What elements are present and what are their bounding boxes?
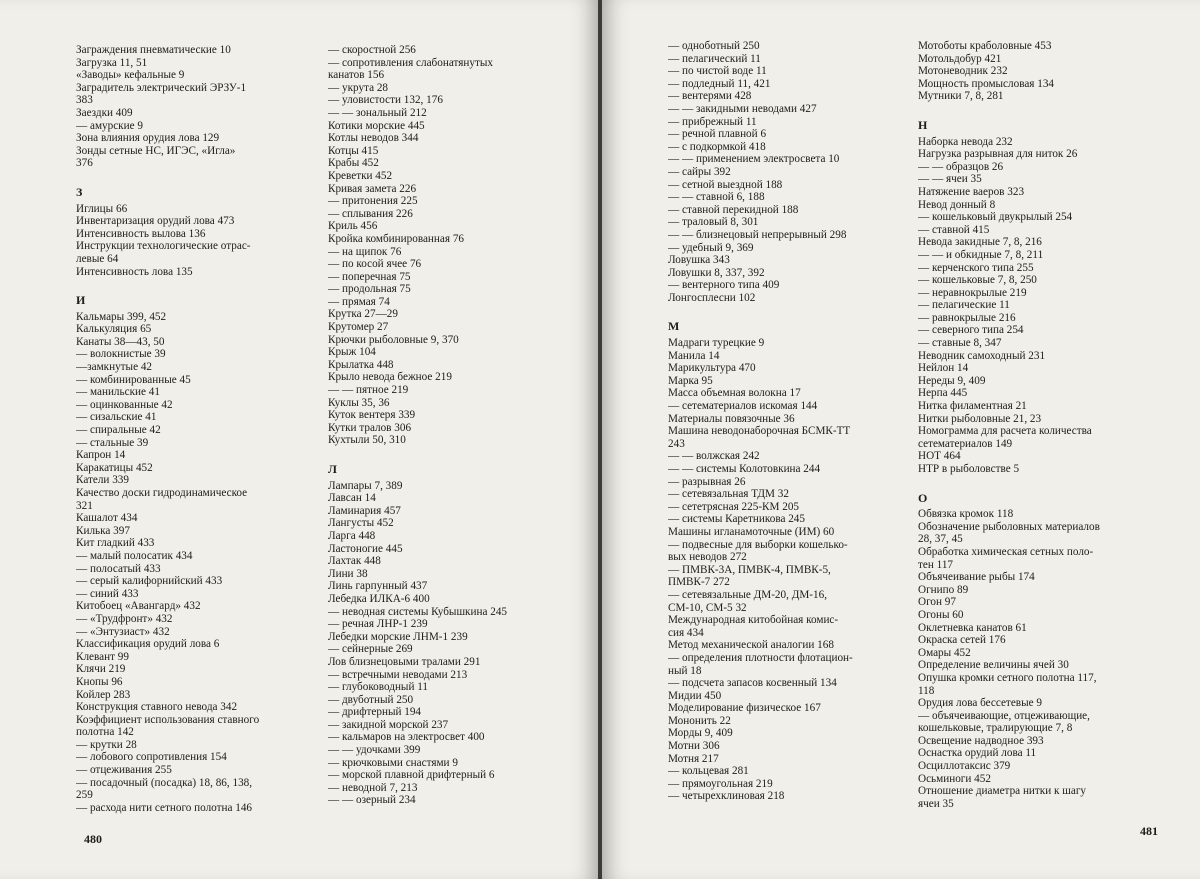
index-entry: — поперечная 75 — [328, 270, 411, 283]
index-entry: — посадочный (посадка) 18, 86, 138, — [76, 776, 253, 789]
index-entry: Мадраги турецкие 9 — [668, 337, 765, 350]
index-entry: Ластоногие 445 — [328, 542, 403, 555]
index-entry: — — озерный 234 — [328, 794, 416, 807]
index-entry: Мидии 450 — [668, 689, 722, 702]
index-entry: — сетевязальные ДМ-20, ДМ-16, — [668, 588, 827, 601]
index-entry: Зона влияния орудия лова 129 — [76, 132, 220, 145]
index-entry: Крутка 27—29 — [328, 308, 398, 321]
index-entry: — отцеживания 255 — [76, 764, 172, 777]
index-entry: 383 — [76, 94, 93, 107]
index-entry: Инструкции технологические отрас- — [76, 240, 251, 253]
index-entry: — подледный 11, 421 — [668, 77, 771, 90]
index-entry: 321 — [76, 499, 93, 512]
index-entry: Ловушки 8, 337, 392 — [668, 266, 765, 279]
index-entry: Кутки тралов 306 — [328, 421, 412, 434]
index-entry: СМ-10, СМ-5 32 — [668, 601, 747, 614]
index-entry: Машина неводонаборочная БСМК-ТТ — [668, 425, 851, 438]
index-entry: Нейлон 14 — [918, 362, 969, 375]
index-entry: Омары 452 — [918, 646, 971, 659]
index-entry: — кошельковые 7, 8, 250 — [918, 274, 1037, 287]
index-entry: Метод механической аналогии 168 — [668, 639, 834, 652]
index-section-letter: М — [668, 319, 680, 334]
index-entry: — равнокрылые 216 — [918, 311, 1016, 324]
index-entry: Кривая замета 226 — [328, 182, 417, 195]
index-entry: — кошельковый двукрылый 254 — [918, 211, 1073, 224]
index-entry: — — ставной 6, 188 — [668, 191, 765, 204]
index-entry: Ларга 448 — [328, 529, 376, 542]
index-entry: — амурские 9 — [76, 119, 143, 132]
index-entry: Мотни 306 — [668, 740, 720, 753]
index-entry: Осьминоги 452 — [918, 772, 991, 785]
index-entry: 118 — [918, 684, 935, 697]
index-entry: ПМВК-7 272 — [668, 576, 730, 589]
index-section-letter: И — [76, 293, 86, 308]
index-entry: Лебедки морские ЛНМ-1 239 — [328, 630, 468, 643]
index-entry: — — зональный 212 — [328, 106, 427, 119]
index-entry: Классификация орудий лова 6 — [76, 638, 220, 651]
index-entry: — морской плавной дрифтерный 6 — [328, 769, 495, 782]
index-entry: Кит гладкий 433 — [76, 537, 155, 550]
index-entry: — встречными неводами 213 — [328, 668, 468, 681]
index-entry: Международная китобойная комис- — [668, 614, 839, 627]
left-page-column-2 — [328, 44, 568, 807]
index-entry: —замкнутые 42 — [76, 361, 153, 374]
index-entry: Котцы 415 — [328, 144, 379, 157]
index-entry: Криль 456 — [328, 220, 378, 233]
index-entry: — стальные 39 — [76, 436, 149, 449]
index-entry: сетематериалов 149 — [918, 437, 1013, 450]
index-entry: Морды 9, 409 — [668, 727, 733, 740]
index-entry: Конструкция ставного невода 342 — [76, 701, 238, 714]
index-entry: — удебный 9, 369 — [668, 241, 754, 254]
index-entry: Качество доски гидродинамическое — [76, 487, 248, 499]
index-entry: — речной плавной 6 — [668, 128, 767, 141]
right-page-column-2 — [918, 40, 1158, 810]
index-entry: — сейнерные 269 — [328, 643, 413, 656]
index-entry: — речная ЛНР-1 239 — [328, 618, 428, 631]
index-entry: — закидной морской 237 — [328, 718, 449, 731]
index-entry: Котлы неводов 344 — [328, 132, 419, 145]
index-entry: — скоростной 256 — [328, 44, 416, 56]
left-page-column-1 — [76, 44, 316, 814]
index-entry: Ловушка 343 — [668, 254, 730, 267]
index-entry: Заградитель электрический ЭРЗУ-1 — [76, 81, 247, 94]
index-entry: — по косой ячее 76 — [328, 258, 422, 271]
index-entry: 376 — [76, 157, 93, 170]
index-entry: Манила 14 — [668, 349, 720, 362]
index-entry: кошельковые, тралирующие 7, 8 — [918, 722, 1073, 735]
index-entry: Лини 38 — [328, 567, 368, 580]
index-entry: — — близнецовый непрерывный 298 — [668, 228, 847, 241]
index-entry: Объячеивание рыбы 174 — [918, 571, 1035, 584]
index-section-letter: Л — [328, 462, 337, 476]
index-entry: — пелагические 11 — [918, 299, 1010, 312]
index-entry: канатов 156 — [328, 69, 385, 82]
index-entry: Крючки рыболовные 9, 370 — [328, 333, 459, 346]
index-entry: — неводная системы Кубышкина 245 — [328, 605, 508, 618]
section-spacer — [328, 447, 568, 457]
index-entry: — малый полосатик 434 — [76, 549, 193, 562]
index-entry: Каракатицы 452 — [76, 461, 153, 474]
index-entry: — объячеивающие, отцеживающие, — [918, 709, 1090, 722]
index-entry: Кухтыли 50, 310 — [328, 434, 406, 447]
index-entry: — с подкормкой 418 — [668, 140, 766, 153]
index-entry: — четырехклиновая 218 — [668, 790, 785, 803]
index-entry: — подсчета запасов косвенный 134 — [668, 677, 837, 690]
index-entry: — сопротивления слабонатянутых — [328, 56, 493, 69]
index-entry: — глубоководный 11 — [328, 681, 429, 694]
index-entry: Окраска сетей 176 — [918, 634, 1006, 647]
index-entry: Нереды 9, 409 — [918, 374, 986, 387]
index-entry: Заграждения пневматические 10 — [76, 44, 231, 56]
index-entry: — сетной выездной 188 — [668, 178, 783, 191]
index-entry: — лобового сопротивления 154 — [76, 751, 227, 764]
index-entry: полотна 142 — [76, 726, 134, 739]
index-entry: Обвязка кромок 118 — [918, 508, 1014, 521]
index-entry: — ставной перекидной 188 — [668, 203, 799, 216]
index-entry: — прибрежный 11 — [668, 115, 757, 128]
index-entry: Номограмма для расчета количества — [918, 425, 1092, 438]
index-entry: Койлер 283 — [76, 688, 131, 701]
index-section-letter: З — [76, 184, 83, 199]
index-entry: Инвентаризация орудий лова 473 — [76, 215, 235, 228]
index-entry: — оцинкованные 42 — [76, 398, 173, 411]
index-entry: — системы Каретникова 245 — [668, 513, 805, 526]
index-entry: Материалы повязочные 36 — [668, 412, 795, 425]
index-entry: Освещение надводное 393 — [918, 734, 1044, 747]
index-entry: Коэффициент использования ставного — [76, 713, 260, 726]
index-entry: — «Трудфронт» 432 — [76, 612, 173, 625]
index-entry: Лампары 7, 389 — [328, 479, 403, 492]
index-entry: Нерпа 445 — [918, 387, 968, 400]
index-entry: ный 18 — [668, 664, 702, 677]
index-entry: — — и обкидные 7, 8, 211 — [918, 248, 1044, 261]
index-entry: левые 64 — [76, 252, 119, 265]
index-entry: — вентерями 428 — [668, 90, 752, 103]
section-spacer — [76, 278, 316, 288]
index-entry: — спиральные 42 — [76, 424, 161, 437]
index-entry: Зонды сетные НС, ИГЭС, «Игла» — [76, 144, 236, 157]
index-entry: — северного типа 254 — [918, 324, 1024, 337]
index-entry: Мотоботы краболовные 453 — [918, 40, 1052, 52]
index-entry: — сететрясная 225-КМ 205 — [668, 500, 800, 513]
section-spacer — [918, 103, 1158, 113]
index-entry: — — системы Колотовкина 244 — [668, 463, 821, 475]
index-entry: Ламинария 457 — [328, 504, 401, 517]
index-entry: — серый калифорнийский 433 — [76, 575, 223, 588]
index-entry: — сайры 392 — [668, 165, 731, 178]
index-entry: сия 434 — [668, 626, 704, 639]
index-entry: Обработка химическая сетных поло- — [918, 545, 1094, 558]
index-entry: — крючковыми снастями 9 — [328, 756, 458, 769]
index-entry: — сетевязальная ТДМ 32 — [668, 488, 789, 501]
index-entry: — сплывания 226 — [328, 207, 413, 220]
index-entry: НТР в рыболовстве 5 — [918, 463, 1020, 475]
index-entry: Килька 397 — [76, 524, 130, 537]
index-entry: Крыж 104 — [328, 346, 376, 359]
index-entry: — — удочками 399 — [328, 744, 421, 757]
section-spacer — [668, 304, 908, 314]
page-number-left: 480 — [84, 832, 102, 846]
index-entry: — по чистой воде 11 — [668, 65, 767, 78]
index-entry: — манильские 41 — [76, 386, 160, 399]
index-entry: Заездки 409 — [76, 106, 133, 119]
index-entry: — — волжская 242 — [668, 450, 760, 463]
index-entry: Невод донный 8 — [918, 198, 996, 211]
index-entry: Линь гарпунный 437 — [328, 580, 428, 593]
index-entry: Отношение диаметра нитки к шагу — [918, 785, 1087, 798]
index-entry: Кальмары 399, 452 — [76, 310, 167, 323]
index-entry: Масса объемная волокна 17 — [668, 387, 801, 400]
index-entry: Мощность промысловая 134 — [918, 77, 1055, 90]
index-entry: Нитки рыболовные 21, 23 — [918, 412, 1042, 425]
index-entry: — на щипок 76 — [328, 245, 402, 258]
index-entry: — — ячеи 35 — [918, 173, 982, 186]
index-entry: Лавсан 14 — [328, 492, 376, 505]
index-entry: 28, 37, 45 — [918, 533, 963, 546]
index-entry: — комбинированные 45 — [76, 373, 191, 386]
index-entry: — — пятное 219 — [328, 384, 409, 397]
index-entry: — дрифтерный 194 — [328, 706, 422, 719]
index-entry: — ставные 8, 347 — [918, 337, 1002, 350]
index-entry: — расхода нити сетного полотна 146 — [76, 801, 253, 814]
index-entry: Огоны 60 — [918, 608, 964, 621]
index-entry: Канаты 38—43, 50 — [76, 335, 165, 348]
section-spacer — [918, 476, 1158, 486]
index-entry: — крутки 28 — [76, 738, 137, 751]
index-entry: — полосатый 433 — [76, 562, 161, 575]
index-entry: Загрузка 11, 51 — [76, 56, 148, 69]
index-entry: Марка 95 — [668, 374, 713, 387]
index-entry: Интенсивность вылова 136 — [76, 227, 206, 240]
index-entry: Натяжение ваеров 323 — [918, 185, 1025, 198]
index-entry: — кольцевая 281 — [668, 765, 749, 778]
page-number-right: 481 — [1140, 824, 1158, 838]
index-entry: Клячи 219 — [76, 663, 126, 676]
index-section-letter: О — [918, 490, 928, 505]
index-entry: Кройка комбинированная 76 — [328, 232, 465, 245]
index-entry: Мотоневодник 232 — [918, 65, 1008, 78]
index-entry: Котики морские 445 — [328, 119, 425, 132]
index-entry: ячеи 35 — [918, 797, 954, 810]
index-entry: — — применением электросвета 10 — [668, 153, 840, 166]
index-entry: Опушка кромки сетного полотна 117, — [918, 671, 1097, 684]
index-entry: Осциллотаксис 379 — [918, 760, 1011, 773]
index-entry: — прямоугольная 219 — [668, 777, 773, 790]
index-entry: вых неводов 272 — [668, 551, 747, 564]
index-entry: — одноботный 250 — [668, 40, 760, 52]
index-entry: Интенсивность лова 135 — [76, 265, 193, 278]
index-entry: — синий 433 — [76, 587, 139, 600]
index-entry: Крылатка 448 — [328, 358, 394, 371]
index-entry: — уловистости 132, 176 — [328, 94, 443, 107]
index-entry: Катели 339 — [76, 474, 129, 487]
index-entry: Нитка филаментная 21 — [918, 400, 1027, 413]
index-entry: — — образцов 26 — [918, 160, 1004, 173]
index-entry: Определение величины ячей 30 — [918, 659, 1069, 672]
index-entry: — продольная 75 — [328, 283, 411, 296]
section-spacer — [76, 170, 316, 180]
index-entry: Огон 97 — [918, 596, 956, 609]
index-entry: Лонгосплесни 102 — [668, 291, 756, 304]
index-entry: — траловый 8, 301 — [668, 216, 759, 229]
index-entry: Калькуляция 65 — [76, 323, 152, 336]
index-entry: Неводник самоходный 231 — [918, 349, 1046, 362]
right-page-column-1 — [668, 40, 908, 803]
right-page — [602, 0, 1200, 879]
index-entry: Кашалот 434 — [76, 512, 138, 525]
index-entry: — определения плотности флотацион- — [668, 651, 853, 664]
index-entry: Наборка невода 232 — [918, 135, 1013, 148]
left-page — [0, 0, 598, 879]
index-entry: — вентерного типа 409 — [668, 279, 780, 292]
index-entry: Лебедка ИЛКА-6 400 — [328, 592, 430, 605]
index-entry: — неводной 7, 213 — [328, 781, 418, 794]
index-entry: — укрута 28 — [328, 81, 389, 94]
index-entry: — пелагический 11 — [668, 52, 761, 65]
index-entry: тен 117 — [918, 558, 954, 571]
index-entry: — керченского типа 255 — [918, 261, 1034, 274]
index-entry: Кнопы 96 — [76, 675, 123, 688]
index-entry: — подвесные для выборки кошелько- — [668, 538, 848, 551]
index-entry: Куток вентеря 339 — [328, 409, 416, 422]
index-entry: «Заводы» кефальные 9 — [76, 69, 185, 82]
index-entry: — прямая 74 — [328, 295, 390, 308]
index-entry: 243 — [668, 437, 685, 450]
index-entry: НОТ 464 — [918, 450, 961, 463]
index-entry: Нагрузка разрывная для ниток 26 — [918, 148, 1078, 161]
index-entry: — «Энтузиаст» 432 — [76, 625, 170, 638]
index-entry: — сизальские 41 — [76, 411, 157, 424]
index-entry: Невода закидные 7, 8, 216 — [918, 236, 1042, 249]
index-section-letter: Н — [918, 117, 928, 132]
index-entry: Огнипо 89 — [918, 583, 969, 596]
index-entry: Китобоец «Авангард» 432 — [76, 600, 201, 613]
index-entry: — — закидными неводами 427 — [668, 102, 817, 115]
index-entry: — волокнистые 39 — [76, 348, 166, 361]
index-entry: — двуботный 250 — [328, 693, 414, 706]
index-entry: Оснастка орудий лова 11 — [918, 747, 1037, 760]
index-entry: — ставной 415 — [918, 223, 990, 236]
index-entry: Моделирование физическое 167 — [668, 702, 821, 715]
index-entry: Капрон 14 — [76, 449, 126, 462]
index-entry: Лахтак 448 — [328, 555, 381, 568]
index-entry: 259 — [76, 789, 93, 802]
index-entry: Мононить 22 — [668, 714, 731, 727]
index-entry: — ПМВК-3А, ПМВК-4, ПМВК-5, — [668, 563, 831, 576]
index-entry: Крабы 452 — [328, 157, 379, 170]
index-entry: Иглицы 66 — [76, 202, 128, 215]
index-entry: Куклы 35, 36 — [328, 396, 390, 409]
index-entry: Мотольдобур 421 — [918, 52, 1002, 65]
index-entry: Крыло невода бежное 219 — [328, 371, 452, 384]
index-entry: Креветки 452 — [328, 169, 393, 182]
index-entry: Машины игланамоточные (ИМ) 60 — [668, 525, 835, 538]
index-entry: Оклетневка канатов 61 — [918, 621, 1027, 634]
index-entry: Лангусты 452 — [328, 517, 394, 530]
index-entry: — кальмаров на электросвет 400 — [328, 731, 485, 744]
index-entry: Орудия лова бессетевые 9 — [918, 697, 1042, 710]
index-entry: Мотня 217 — [668, 752, 719, 765]
index-entry: Мутники 7, 8, 281 — [918, 90, 1004, 103]
index-entry: Обозначение рыболовных материалов — [918, 520, 1100, 533]
index-entry: Марикультура 470 — [668, 362, 756, 375]
index-entry: — притонения 225 — [328, 195, 418, 208]
index-entry: Крутомер 27 — [328, 321, 389, 334]
index-entry: — неравнокрылые 219 — [918, 286, 1027, 299]
index-entry: — сетематериалов искомая 144 — [668, 400, 818, 413]
index-entry: Клевант 99 — [76, 650, 129, 663]
index-entry: Лов близнецовыми тралами 291 — [328, 655, 481, 668]
index-entry: — разрывная 26 — [668, 475, 746, 488]
